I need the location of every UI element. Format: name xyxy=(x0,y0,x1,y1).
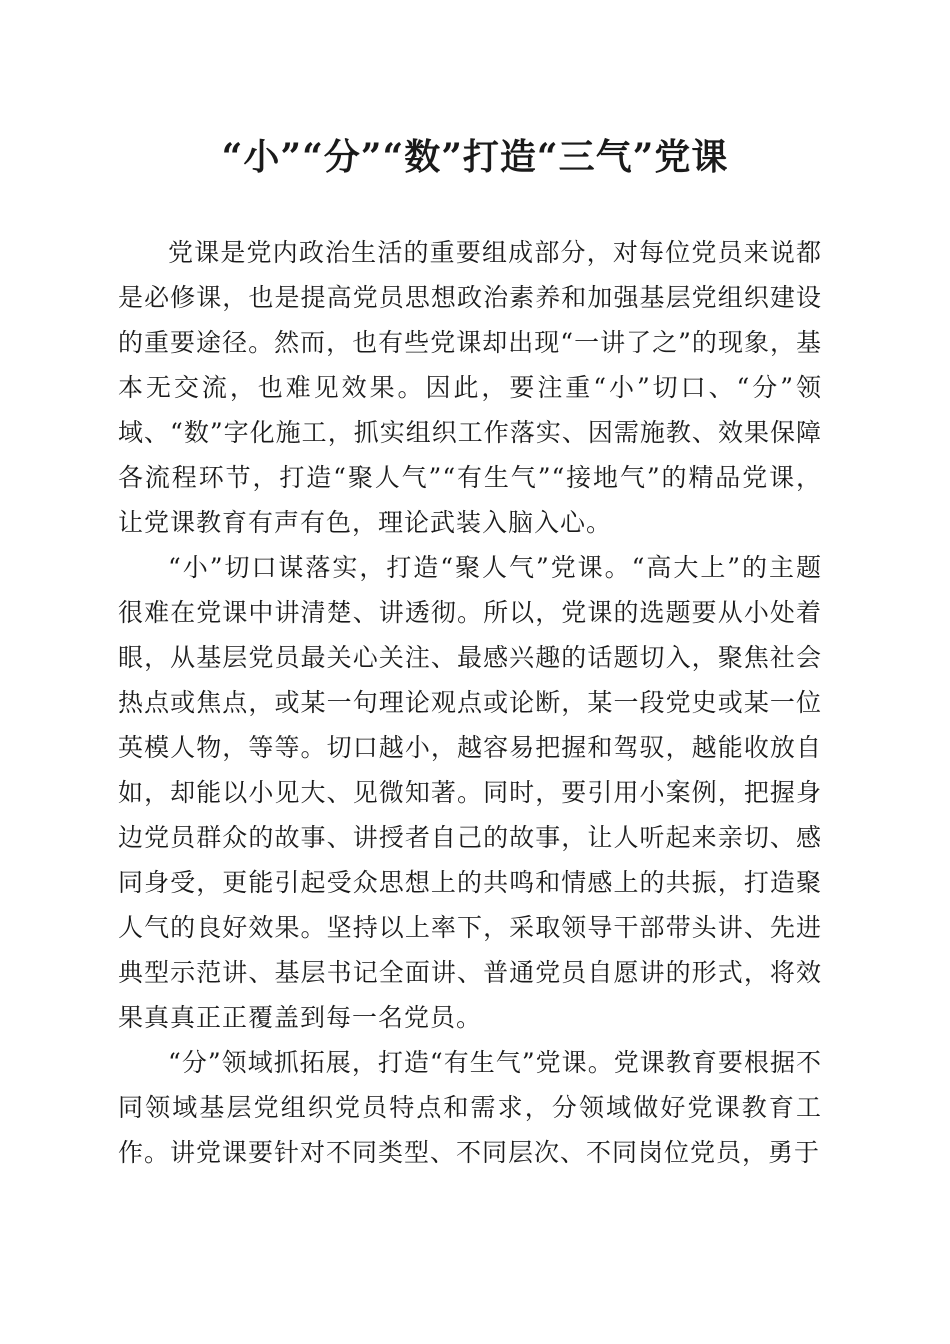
paragraph-fen: “分”领域抓拓展，打造“有生气”党课。党课教育要根据不同领域基层党组织党员特点和需求，分领域做好党课教育工作。讲党课要针对不同类型、不同层次、不同岗位党员，勇于 xyxy=(118,1048,822,1167)
paragraph-intro: 党课是党内政治生活的重要组成部分，对每位党员来说都是必修课，也是提高党员思想政治素养和加强基层党组织建设的重要途径。然而，也有些党课却出现“一讲了之”的现象，基本无交流，也难见效果。因此，要注重“小”切口、“分”领域、“数”字化施工，抓实组织工作落实、因需施教、效果保障各流程环节，打造“聚人气”“有生气”“接地气”的精品党课，让党课教育有声有色，理论武装入脑入心。 xyxy=(118,238,822,537)
document-body xyxy=(118,230,822,1175)
paragraph-xiao: “小”切口谋落实，打造“聚人气”党课。“高大上”的主题很难在党课中讲清楚、讲透彻。所以，党课的选题要从小处着眼，从基层党员最关心关注、最感兴趣的话题切入，聚焦社会热点或焦点，或某一句理论观点或论断，某一段党史或某一位英模人物，等等。切口越小，越容易把握和驾驭，越能收放自如，却能以小见大、见微知著。同时，要引用小案例，把握身边党员群众的故事、讲授者自己的故事，让人听起来亲切、感同身受，更能引起受众思想上的共鸣和情感上的共振，打造聚人气的良好效果。坚持以上率下，采取领导干部带头讲、先进典型示范讲、基层书记全面讲、普通党员自愿讲的形式，将效果真真正正覆盖到每一名党员。 xyxy=(118,553,822,1032)
document-title: “小”“分”“数”打造“三气”党课 xyxy=(221,136,729,178)
